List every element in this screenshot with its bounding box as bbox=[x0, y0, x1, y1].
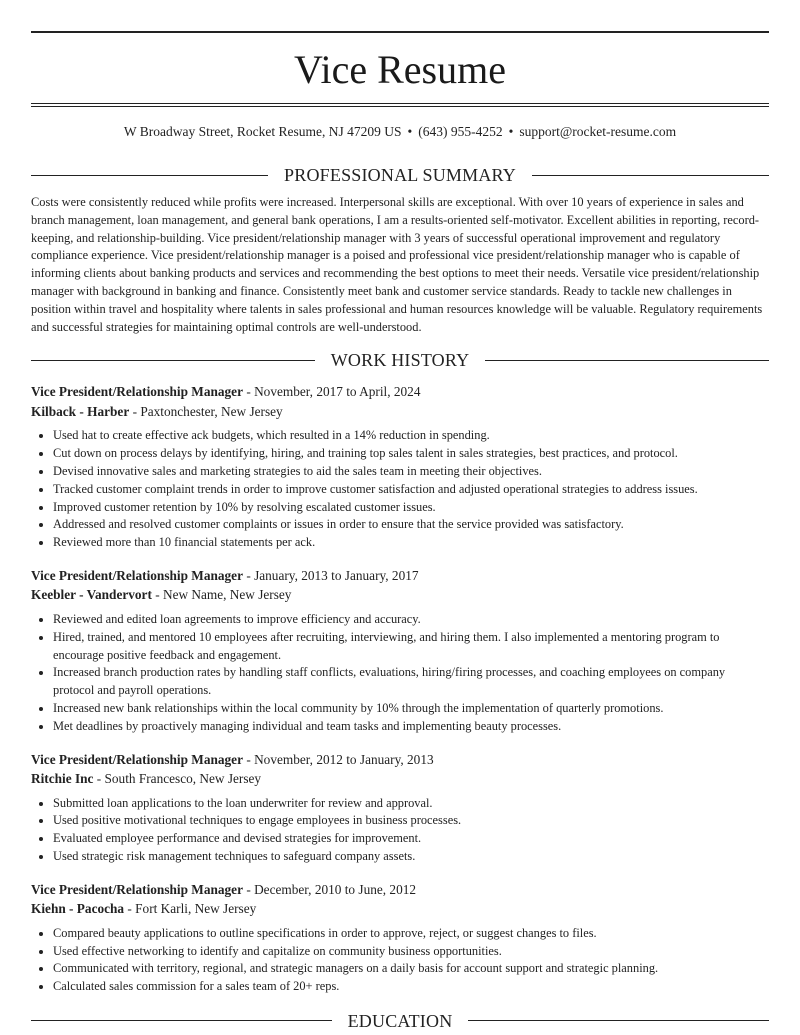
job-bullet: • Addressed and resolved customer complaints or issues in order to ensure that the service provided was satisfactory. bbox=[53, 516, 769, 534]
job-bullet: • Reviewed and edited loan agreements to improve efficiency and accuracy. bbox=[53, 611, 769, 629]
section-heading-education bbox=[31, 1010, 769, 1032]
job-bullet: • Increased new bank relationships within the local community by 10% through the implementation of quarterly promotions. bbox=[53, 700, 769, 718]
job-company-line bbox=[31, 402, 769, 422]
job-bullet: • Calculated sales commission for a sales team of 20+ reps. bbox=[53, 978, 769, 996]
job-title: Vice President/Relationship Manager bbox=[31, 751, 243, 767]
job-dates: - November, 2012 to January, 2013 bbox=[243, 751, 434, 767]
job-bullets bbox=[31, 795, 769, 866]
job-title: Vice President/Relationship Manager bbox=[31, 567, 243, 583]
heading-rule-right bbox=[468, 1020, 769, 1021]
resume-page bbox=[31, 31, 769, 1032]
section-title: EDUCATION bbox=[347, 1010, 453, 1031]
job-entry bbox=[31, 382, 769, 552]
job-title: Vice President/Relationship Manager bbox=[31, 881, 243, 897]
job-title-line bbox=[31, 880, 769, 900]
heading-rule-left bbox=[31, 360, 315, 361]
job-bullets bbox=[31, 427, 769, 552]
job-bullet: • Used strategic risk management techniques to safeguard company assets. bbox=[53, 848, 769, 866]
job-bullets bbox=[31, 925, 769, 996]
job-bullet: • Increased branch production rates by handling staff conflicts, evaluations, hiring/firing processes, and coaching employees on company protocol and payroll operations. bbox=[53, 664, 769, 700]
job-company-line bbox=[31, 769, 769, 789]
job-bullet: • Reviewed more than 10 financial statements per ack. bbox=[53, 534, 769, 552]
job-title: Vice President/Relationship Manager bbox=[31, 384, 243, 400]
job-dates: - January, 2013 to January, 2017 bbox=[243, 567, 419, 583]
job-bullet: • Hired, trained, and mentored 10 employees after recruiting, interviewing, and hiring them. I also implemented a mentoring program to encourage positive feedback and engagement. bbox=[53, 629, 769, 665]
resume-name: Vice Resume bbox=[294, 47, 506, 92]
job-location: - South Francesco, New Jersey bbox=[93, 771, 262, 787]
heading-rule-left bbox=[31, 175, 268, 176]
contact-separator: • bbox=[508, 124, 514, 139]
contact-email: support@rocket-resume.com bbox=[519, 124, 677, 139]
job-location: - Paxtonchester, New Jersey bbox=[129, 403, 283, 419]
job-dates: - December, 2010 to June, 2012 bbox=[243, 881, 417, 897]
job-bullet: • Met deadlines by proactively managing individual and team tasks and implementing beauty processes. bbox=[53, 718, 769, 736]
job-entry bbox=[31, 880, 769, 996]
job-bullet: • Evaluated employee performance and devised strategies for improvement. bbox=[53, 830, 769, 848]
job-title-line bbox=[31, 750, 769, 770]
job-bullet: • Devised innovative sales and marketing strategies to aid the sales team in meeting their objectives. bbox=[53, 463, 769, 481]
job-company: Keebler - Vandervort bbox=[31, 587, 152, 603]
job-bullets bbox=[31, 611, 769, 736]
job-bullet: • Used hat to create effective ack budgets, which resulted in a 14% reduction in spending. bbox=[53, 427, 769, 445]
job-company-line bbox=[31, 585, 769, 605]
heading-rule-left bbox=[31, 1020, 332, 1021]
job-bullet: • Communicated with territory, regional, and strategic managers on a daily basis for account support and strategic planning. bbox=[53, 960, 769, 978]
summary-text: Costs were consistently reduced while profits were increased. Interpersonal skills are exceptional. With over 10 years of experience in sales and branch management, loan management, and general bank operations, I am a results-oriented self-motivator. Excellent abilities in reporting, record-keeping, and relationship-building. Vice president/relationship manager with 3 years of successful operational improvement and regulatory compliance experience. Vice president/relationship manager is a poised and professional vice president/relationship manager who is capable of informing clients about banking products and services and recommending the best options to meet their needs. Versatile vice president/relationship manager with background in banking and finance. Consistently meet bank and customer service standards. Ready to tackle new challenges in position within travel and hospitality where talents in sales professional and human resources knowledge will be valuable. Regulatory requirements and successful strategies for maintaining optimal controls are well-understood. bbox=[31, 195, 763, 334]
contact-address: W Broadway Street, Rocket Resume, NJ 47209 US bbox=[123, 124, 402, 139]
job-bullet: • Used effective networking to identify and capitalize on community business opportunities. bbox=[53, 943, 769, 961]
top-rule bbox=[31, 31, 769, 33]
job-company: Kiehn - Pacocha bbox=[31, 901, 125, 917]
section-heading-work-history bbox=[31, 349, 769, 371]
section-heading-summary bbox=[31, 164, 769, 186]
job-bullet: • Submitted loan applications to the loan underwriter for review and approval. bbox=[53, 795, 769, 813]
job-bullet: • Compared beauty applications to outline specifications in order to approve, reject, or suggest changes to files. bbox=[53, 925, 769, 943]
job-location: - New Name, New Jersey bbox=[151, 587, 292, 603]
header-double-rule bbox=[31, 103, 769, 107]
job-entry bbox=[31, 566, 769, 736]
section-title: WORK HISTORY bbox=[330, 350, 470, 371]
section-title: PROFESSIONAL SUMMARY bbox=[284, 165, 516, 185]
job-bullet: • Improved customer retention by 10% by resolving escalated customer issues. bbox=[53, 499, 769, 517]
contact-line bbox=[31, 123, 769, 141]
job-bullet: • Tracked customer complaint trends in order to improve customer satisfaction and adjusted operational strategies to address issues. bbox=[53, 481, 769, 499]
job-company: Kilback - Harber bbox=[31, 403, 130, 419]
job-bullet: • Used positive motivational techniques to engage employees in business processes. bbox=[53, 812, 769, 830]
job-title-line bbox=[31, 382, 769, 402]
job-company-line bbox=[31, 899, 769, 919]
job-entry bbox=[31, 750, 769, 866]
heading-rule-right bbox=[485, 360, 769, 361]
contact-separator: • bbox=[407, 124, 413, 139]
job-dates: - November, 2017 to April, 2024 bbox=[243, 384, 421, 400]
job-title-line bbox=[31, 566, 769, 586]
heading-rule-right bbox=[532, 175, 769, 176]
job-company: Ritchie Inc bbox=[31, 771, 94, 787]
contact-phone: (643) 955-4252 bbox=[418, 124, 503, 139]
job-bullet: • Cut down on process delays by identifying, hiring, and training top sales talent in sales strategies, best practices, and protocol. bbox=[53, 445, 769, 463]
job-location: - Fort Karli, New Jersey bbox=[124, 901, 257, 917]
